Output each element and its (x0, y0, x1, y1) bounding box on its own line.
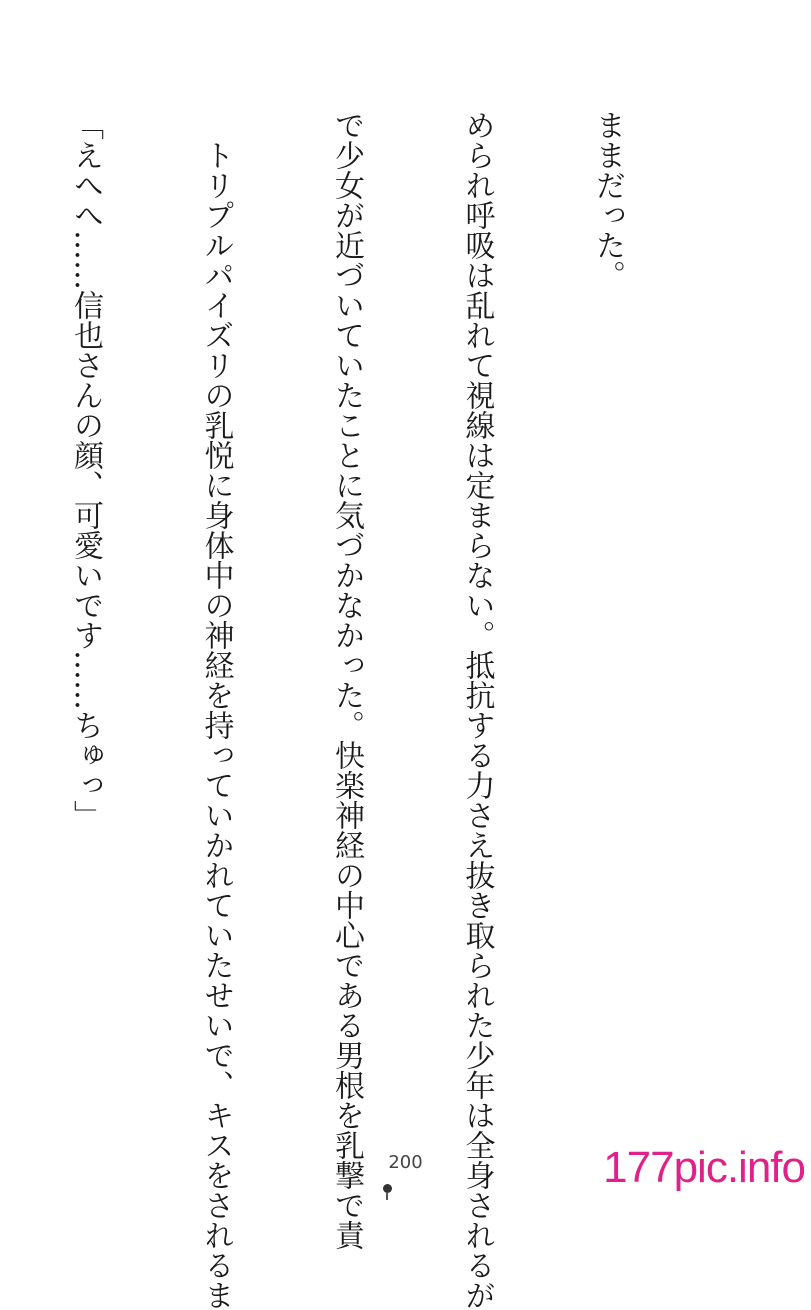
text-line: で少女が近づいていたことに気づかなかった。快楽神経の中心である男根を乳撃で責 (329, 110, 364, 1250)
watermark-text: 177pic.info (603, 1143, 805, 1192)
text-line: 「えへへ……信也さんの顔、可愛いです……ちゅっ」 (68, 110, 103, 830)
text-line: ままだった。 (590, 110, 625, 290)
page-marker-stem (386, 1192, 388, 1200)
text-line: トリプルパイズリの乳悦に身体中の神経を持っていかれていたせいで、キスをされるま (198, 110, 234, 1310)
page-number: 200 (388, 1152, 423, 1173)
text-line: められ呼吸は乱れて視線は定まらない。抵抗する力さえ抜き取られた少年は全身されるが (459, 110, 495, 1310)
